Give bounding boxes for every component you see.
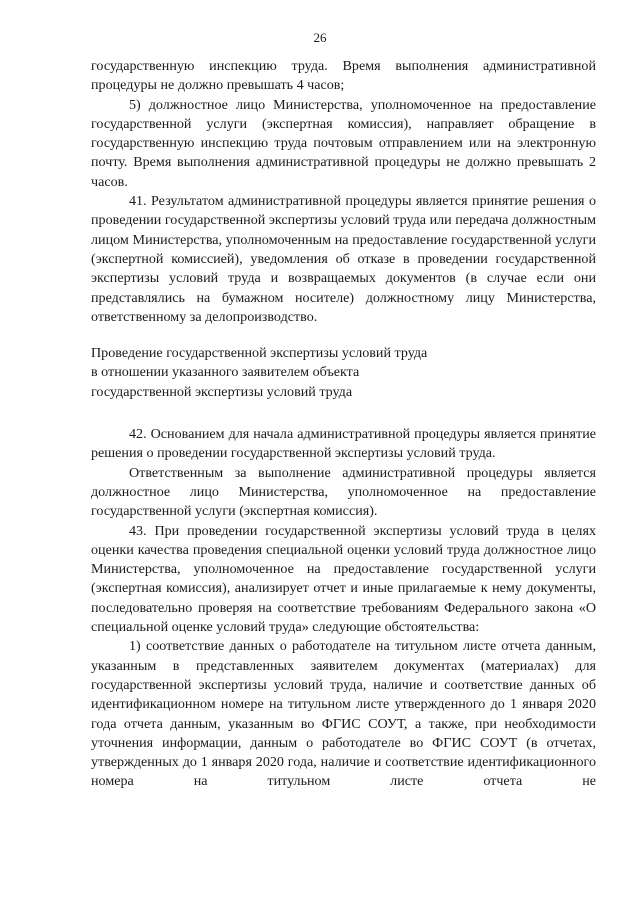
document-body (91, 57, 596, 792)
section-heading-line-3: государственной экспертизы условий труда (91, 383, 353, 400)
paragraph-continuation: государственную инспекцию труда. Время выполнения административной процедуры не должно превышать 4 часов; (91, 58, 596, 94)
paragraph-41: 41. Результатом административной процедуры является принятие решения о проведении государственной экспертизы условий труда или передача должностным лицом Министерства, уполномоченным на предоставление государственной услуги (экспертной комиссией), уведомления об отказе в проведении государственной экспертизы условий труда и возвращаемых документов (в случае если они представлялись на бумажном носителе) должностному лицу Министерства, ответственному за делопроизводство. (91, 193, 596, 325)
section-heading-line-1: Проведение государственной экспертизы условий труда (91, 345, 428, 362)
section-heading (91, 344, 596, 402)
paragraph-42: 42. Основанием для начала административной процедуры является принятие решения о проведении государственной экспертизы условий труда. (91, 426, 596, 462)
paragraph-item-5: 5) должностное лицо Министерства, уполномоченное на предоставление государственной услуги (экспертная комиссия), направляет обращение в государственную инспекцию труда почтовым отправлением или на электронную почту. Время выполнения административной процедуры не должно превышать 2 часов. (91, 96, 596, 190)
paragraph-43: 43. При проведении государственной экспертизы условий труда в целях оценки качества проведения специальной оценки условий труда должностное лицо Министерства, уполномоченное на предоставление государственной услуги (экспертная комиссия), анализирует отчет и иные прилагаемые к нему документы, последовательно проверяя на соответствие требованиям Федерального закона «О специальной оценке условий труда» следующие обстоятельства: (91, 522, 596, 636)
paragraph-item-1: 1) соответствие данных о работодателе на титульном листе отчета данным, указанным в представленных заявителем документах (материалах) для государственной экспертизы условий труда, наличие и соответствие данных об идентификационном номере на титульном листе утвержденного до 1 января 2020 года отчета данным, указанным во ФГИС СОУТ, а также, при необходимости уточнения информации, данным о работодателе во ФГИС СОУТ (в отчетах, утвержденных до 1 января 2020 года, наличие и соответствие идентификационного номера на титульном листе отчета не (91, 638, 596, 790)
page-number: 26 (313, 30, 327, 45)
section-heading-line-2: в отношении указанного заявителем объекта (91, 364, 360, 381)
paragraph-responsible: Ответственным за выполнение административной процедуры является должностное лицо Министерства, уполномоченное на предоставление государственной услуги (экспертная комиссия). (91, 464, 596, 520)
